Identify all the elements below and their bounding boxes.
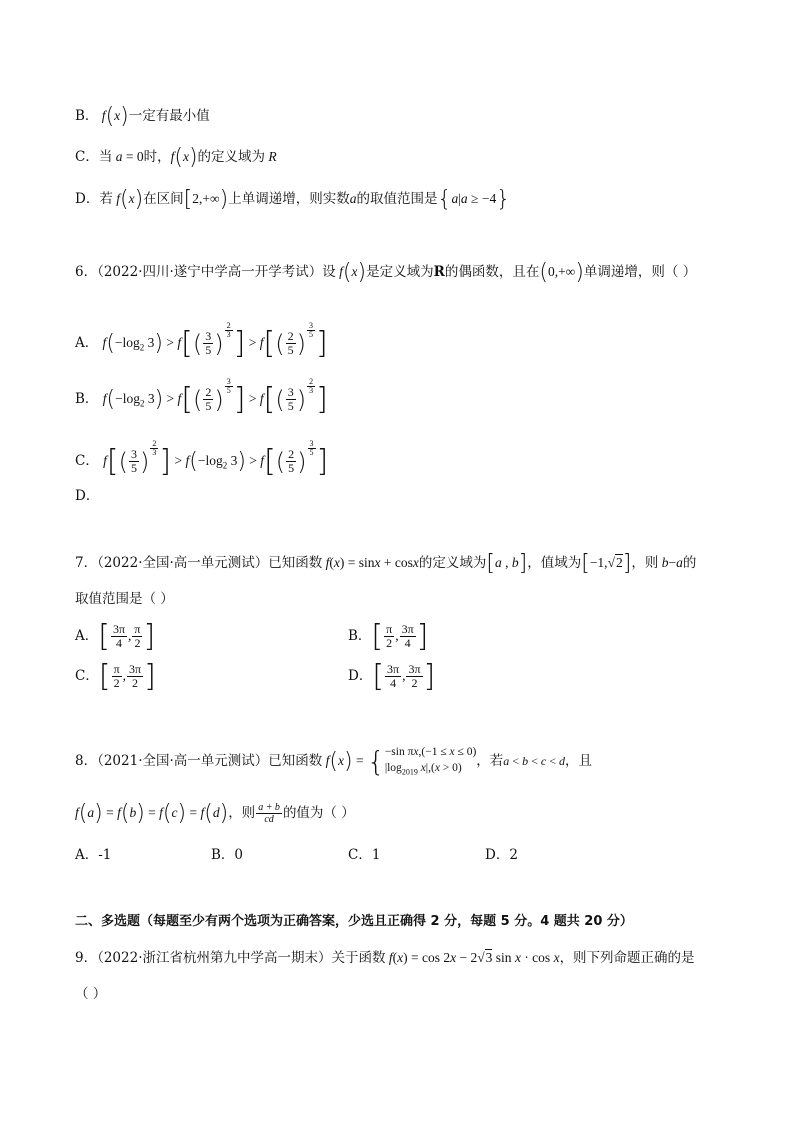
q8-stem: 8．（2021·全国·高一单元测试）已知函数 f(x) = {−sin πx,(−1 ≤ x ≤ 0) $|\log_{2019}$ x|,(x > 0) ，若a < b < c < d，且 — [75, 744, 592, 778]
section2-heading: 二、多选题（每题至少有两个选项为正确答案，少选且正确得 2 分，每题 5 分。4 题共 20 分） — [75, 914, 633, 929]
q5-option-b: B． f(x)一定有最小值 — [75, 103, 210, 129]
q6-option-c: C． f[( $\frac{3}{5}$ ) $^{\frac{2}{3}}$ ] > $f(-\log_2$ 3) > f[( $\frac{2}{5}$ ) $^{\frac{3}{5}}$ ] — [75, 439, 329, 479]
q9-stem-cont: （ ） — [75, 986, 107, 1002]
q6-option-d: D． — [75, 488, 100, 504]
q6-stem: 6．（2022·四川·遂宁中学高一开学考试）设 f(x)是定义域为R的偶函数，且在(0,+∞)单调递增，则（ ） — [75, 259, 697, 285]
q7-option-d: D．[ $\frac{3\pi}{4}$ , $\frac{3\pi}{2}$ ] — [348, 658, 436, 694]
q7-option-a: A．[ $\frac{3\pi}{4}$ , $\frac{\pi}{2}$ ] — [75, 618, 156, 654]
q6-option-a: A． $f(-\log_2$ 3) > f[( $\frac{3}{5}$ ) $^{\frac{2}{3}}$ ] > f[( $\frac{2}{5}$ ) $^{\frac{3}{5}}$ ] — [75, 321, 328, 361]
q8-stem-cont: f(a) = f(b) = f(c) = f(d)，则 $\frac{a + b}{cd}$ 的值为（ ） — [75, 800, 355, 826]
q5-option-c: C．当 a = 0时，f(x)的定义域为 R — [75, 144, 277, 170]
q6-option-b: B． $f(-\log_2$ 3) > f[( $\frac{2}{5}$ ) $^{\frac{3}{5}}$ ] > f[( $\frac{3}{5}$ ) $^{\frac{2}{3}}$ ] — [75, 377, 328, 417]
q8-option-b: B．0 — [211, 847, 244, 863]
q7-option-b: B．[ $\frac{\pi}{2}$ , $\frac{3\pi}{4}$ ] — [348, 618, 429, 654]
q5-option-d: D．若 f(x)在区间[2,+∞)上单调递增，则实数a的取值范围是{a|a ≥ −4} — [75, 186, 511, 212]
q8-option-a: A．-1 — [75, 847, 112, 863]
q7-stem-cont: 取值范围是（ ） — [75, 591, 174, 607]
q9-stem: 9．（2022·浙江省杭州第九中学高一期末）关于函数 f(x) = cos 2x − 2√3 sin x · cos x，则下列命题正确的是 — [75, 950, 695, 966]
q7-stem: 7．（2022·全国·高一单元测试）已知函数 f(x) = sinx + cosx的定义域为[a , b]，值域为[−1,√2]，则 b−a的 — [75, 550, 697, 576]
q8-option-c: C．1 — [348, 847, 381, 863]
q7-option-c: C．[ $\frac{\pi}{2}$ , $\frac{3\pi}{2}$ ] — [75, 658, 156, 694]
q8-option-d: D．2 — [485, 847, 518, 863]
